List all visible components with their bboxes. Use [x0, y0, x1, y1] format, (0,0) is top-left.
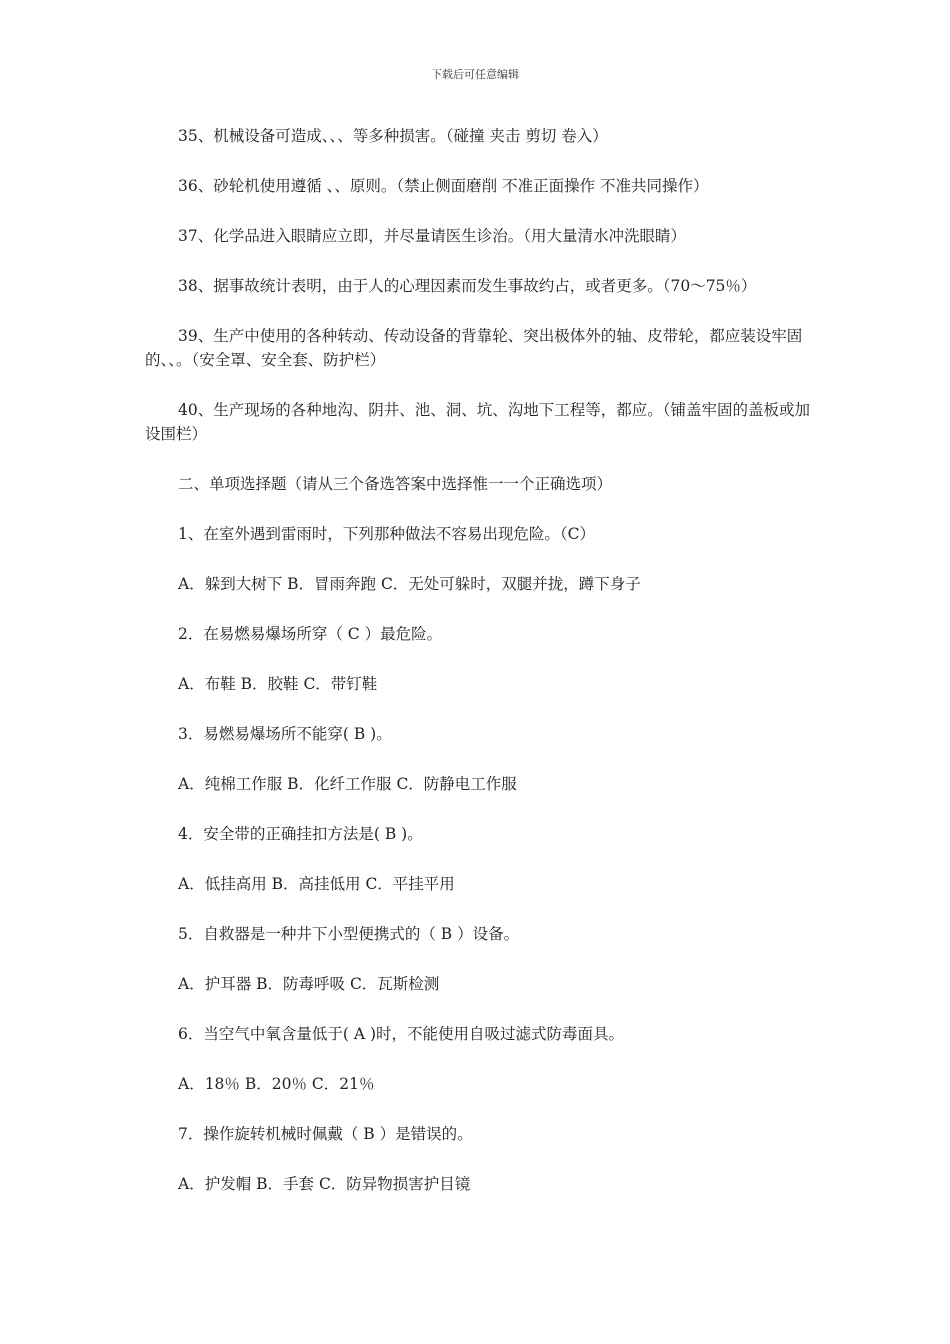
choice-question-3: 3．易燃易爆场所不能穿( B )。	[178, 725, 392, 743]
choice-question-6: 6．当空气中氧含量低于( A )时，不能使用自吸过滤式防毒面具。	[178, 1025, 625, 1043]
question-37: 37、化学品进入眼睛应立即，并尽量请医生诊治。（用大量清水冲洗眼睛）	[178, 227, 686, 245]
choice-options-3: A．纯棉工作服 B．化纤工作服 C．防静电工作服	[178, 775, 517, 793]
choice-options-2: A．布鞋 B．胶鞋 C．带钉鞋	[178, 675, 378, 693]
choice-options-4: A．低挂高用 B．高挂低用 C．平挂平用	[178, 875, 455, 893]
question-40: 40、生产现场的各种地沟、阴井、池、洞、坑、沟地下工程等，都应。（铺盖牢固的盖板或加设围栏）	[145, 401, 810, 443]
choice-options-1: A．躲到大树下 B．冒雨奔跑 C．无处可躲时，双腿并拢，蹲下身子	[178, 575, 641, 593]
question-35: 35、机械设备可造成、、、等多种损害。（碰撞 夹击 剪切 卷入）	[178, 127, 608, 145]
choice-question-7: 7．操作旋转机械时佩戴（ B ）是错误的。	[178, 1125, 473, 1143]
choice-options-7: A．护发帽 B．手套 C．防异物损害护目镜	[178, 1175, 471, 1193]
page-header: 下载后可任意编辑	[431, 68, 519, 81]
section-heading: 二、单项选择题（请从三个备选答案中选择惟一一个正确选项）	[178, 475, 613, 493]
choice-question-5: 5．自救器是一种井下小型便携式的（ B ）设备。	[178, 925, 520, 943]
choice-question-1: 1、在室外遇到雷雨时，下列那种做法不容易出现危险。（C）	[178, 525, 595, 543]
question-36: 36、砂轮机使用遵循 、、原则。（禁止侧面磨削 不准正面操作 不准共同操作）	[178, 177, 709, 195]
question-39: 39、生产中使用的各种转动、传动设备的背靠轮、突出极体外的轴、皮带轮，都应装设牢固的、、。（安全罩、安全套、防护栏）	[145, 327, 803, 369]
choice-options-5: A．护耳器 B．防毒呼吸 C．瓦斯检测	[178, 975, 440, 993]
document-body	[145, 124, 810, 1196]
question-38: 38、据事故统计表明，由于人的心理因素而发生事故约占，或者更多。（70～75％）	[178, 277, 757, 295]
choice-options-6: A．18％ B．20％ C．21％	[178, 1075, 375, 1093]
choice-question-2: 2．在易燃易爆场所穿（ C ）最危险。	[178, 625, 443, 643]
choice-question-4: 4．安全带的正确挂扣方法是( B )。	[178, 825, 423, 843]
